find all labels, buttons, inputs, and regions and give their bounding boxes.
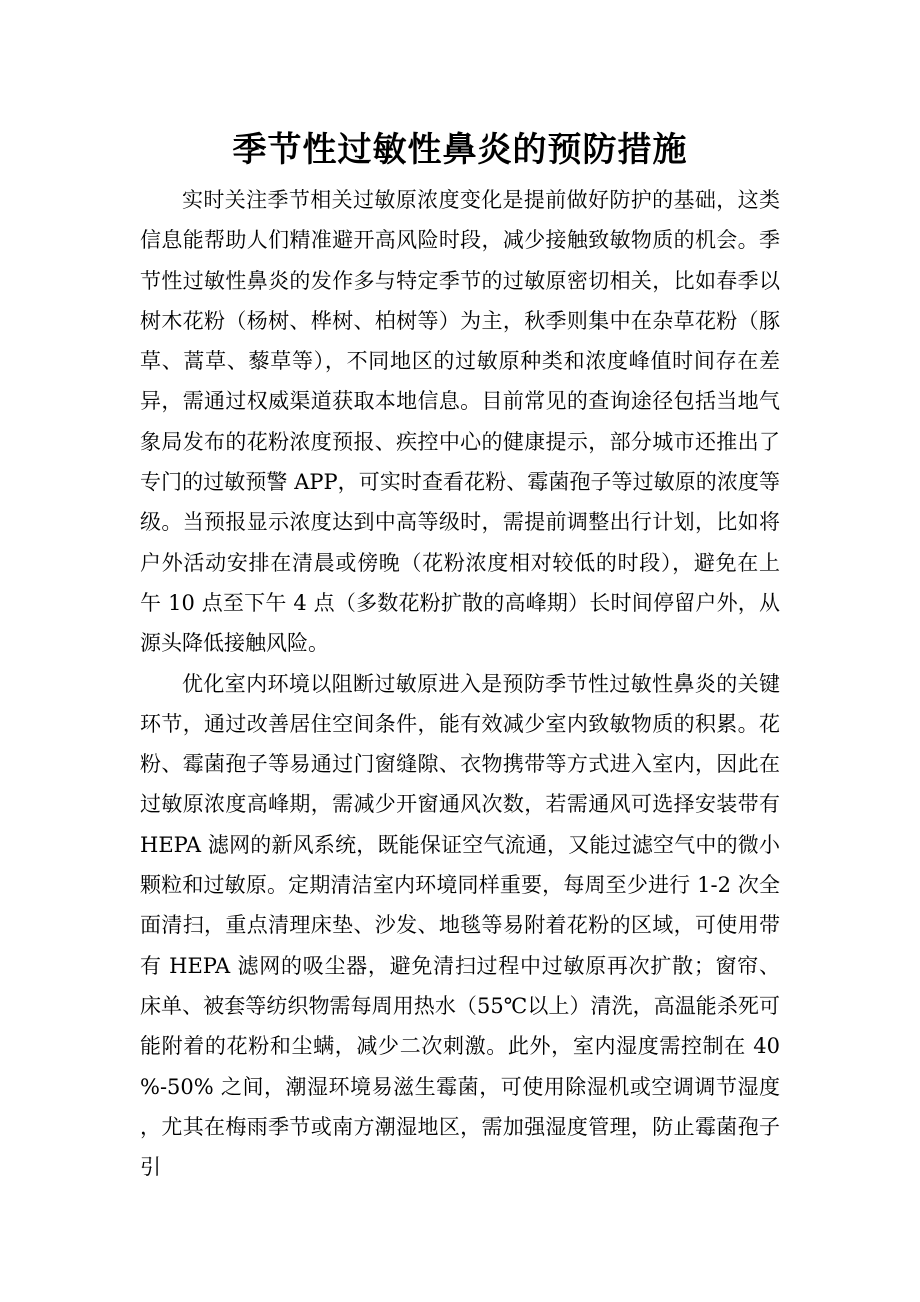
document-body bbox=[140, 180, 780, 1187]
paragraph-allergen-monitoring: 实时关注季节相关过敏原浓度变化是提前做好防护的基础，这类信息能帮助人们精准避开高风险时段，减少接触致敏物质的机会。季节性过敏性鼻炎的发作多与特定季节的过敏原密切相关，比如春季以树木花粉（杨树、桦树、柏树等）为主，秋季则集中在杂草花粉（豚草、蒿草、藜草等），不同地区的过敏原种类和浓度峰值时间存在差异，需通过权威渠道获取本地信息。目前常见的查询途径包括当地气象局发布的花粉浓度预报、疾控中心的健康提示，部分城市还推出了专门的过敏预警 APP，可实时查看花粉、霉菌孢子等过敏原的浓度等级。当预报显示浓度达到中高等级时，需提前调整出行计划，比如将户外活动安排在清晨或傍晚（花粉浓度相对较低的时段），避免在上午 10 点至下午 4 点（多数花粉扩散的高峰期）长时间停留户外，从源头降低接触风险。 bbox=[140, 188, 780, 656]
document-title: 季节性过敏性鼻炎的预防措施 bbox=[232, 130, 688, 170]
paragraph-indoor-environment: 优化室内环境以阻断过敏原进入是预防季节性过敏性鼻炎的关键环节，通过改善居住空间条件，能有效减少室内致敏物质的积累。花粉、霉菌孢子等易通过门窗缝隙、衣物携带等方式进入室内，因此在过敏原浓度高峰期，需减少开窗通风次数，若需通风可选择安装带有 HEPA 滤网的新风系统，既能保证空气流通，又能过滤空气中的微小颗粒和过敏原。定期清洁室内环境同样重要，每周至少进行 1-2 次全面清扫，重点清理床垫、沙发、地毯等易附着花粉的区域，可使用带有 HEPA 滤网的吸尘器，避免清扫过程中过敏原再次扩散；窗帘、床单、被套等纺织物需每周用热水（55℃以上）清洗，高温能杀死可能附着的花粉和尘螨，减少二次刺激。此外，室内湿度需控制在 40%-50% 之间，潮湿环境易滋生霉菌，可使用除湿机或空调调节湿度，尤其在梅雨季节或南方潮湿地区，需加强湿度管理，防止霉菌孢子引 bbox=[140, 671, 780, 1180]
